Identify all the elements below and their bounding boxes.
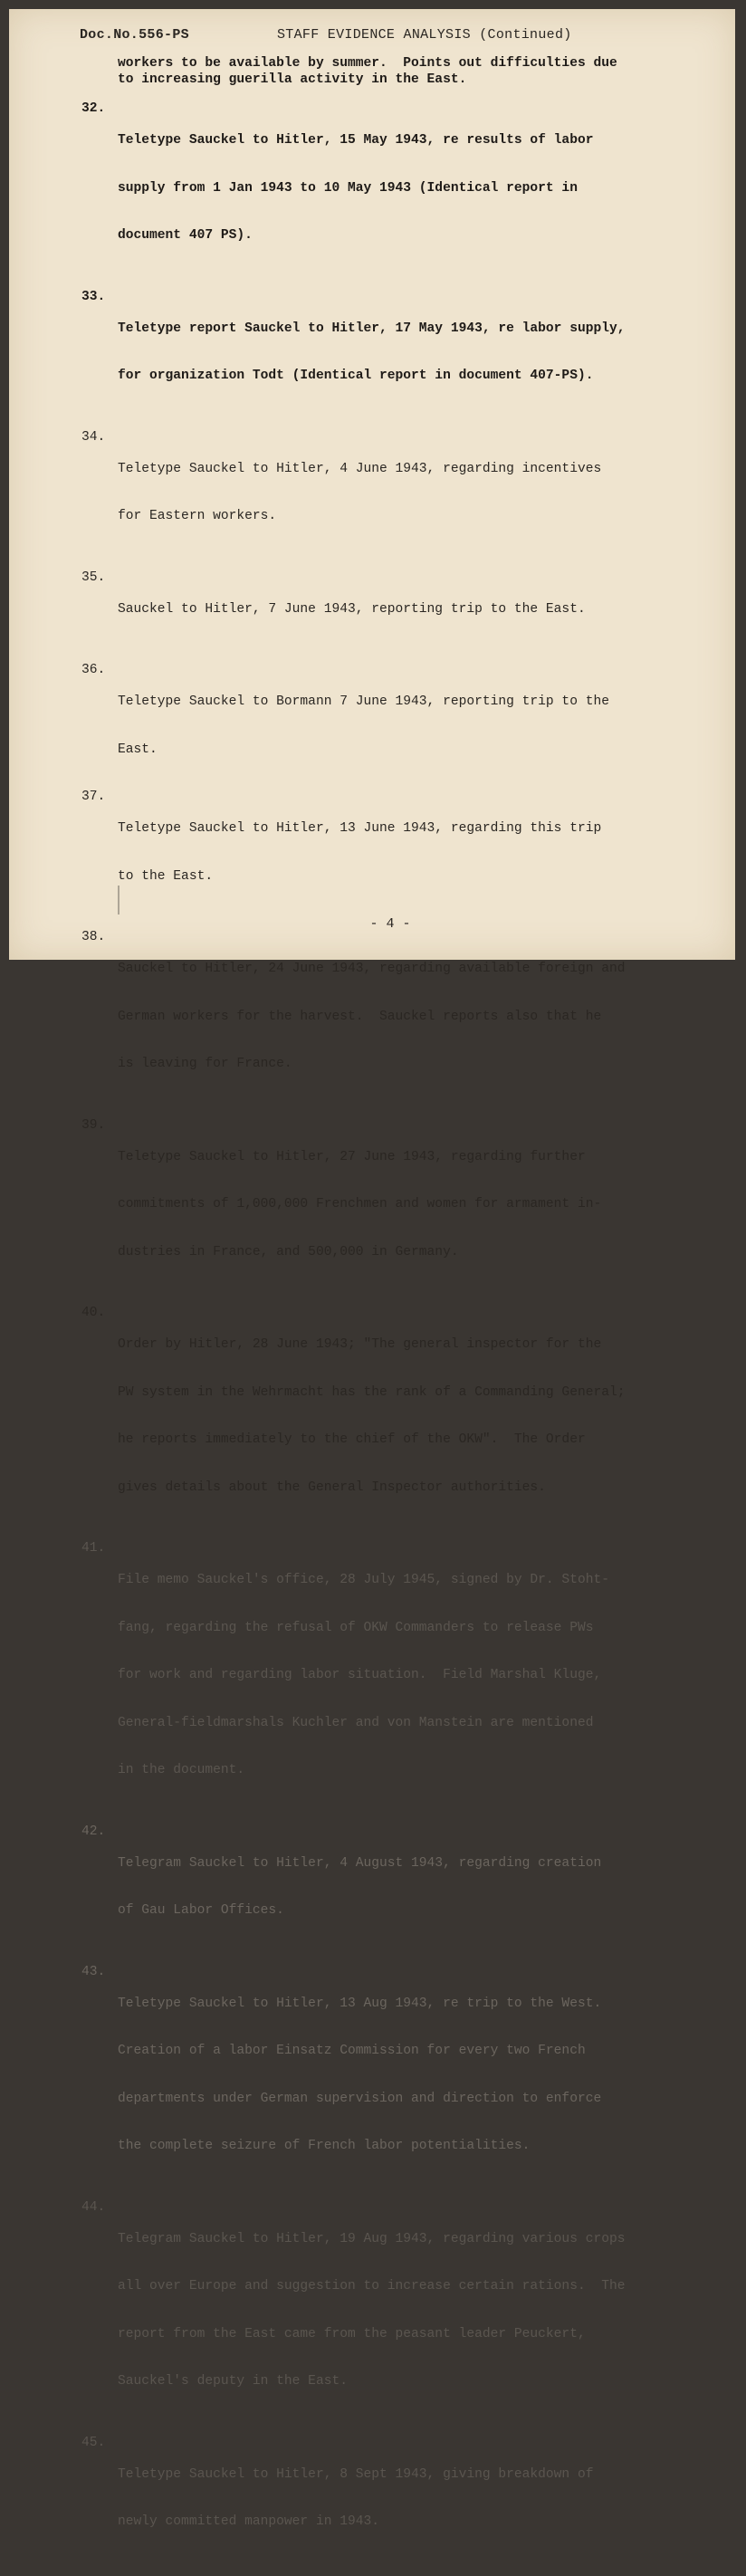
page-number: - 4 -	[369, 916, 411, 932]
item-line: for Eastern workers.	[118, 509, 277, 523]
item-number: 45.	[81, 2435, 106, 2450]
item-line: to the East.	[118, 868, 214, 884]
evidence-item-34	[81, 430, 706, 557]
evidence-item-35	[81, 570, 706, 650]
continuation-text	[118, 56, 706, 88]
evidence-item-38	[81, 930, 706, 1105]
item-text	[118, 2436, 593, 2562]
item-line: General-fieldmarshals Kuchler and von Manstein are mentioned	[118, 1715, 594, 1730]
item-text	[118, 101, 593, 276]
document-body	[81, 56, 706, 2576]
item-line: Teletype report Sauckel to Hitler, 17 May 1943, re labor supply,	[118, 321, 626, 336]
item-line: fang, regarding the refusal of OKW Commanders to release PWs	[118, 1620, 594, 1635]
item-number: 40.	[81, 1306, 106, 1320]
item-text	[118, 930, 626, 1105]
item-line: PW system in the Wehrmacht has the rank of a Commanding General;	[118, 1384, 626, 1400]
item-text	[118, 790, 601, 916]
item-line: Telegram Sauckel to Hitler, 4 August 1943, regarding creation	[118, 1855, 602, 1871]
item-line: departments under German supervision and direction to enforce	[118, 2091, 602, 2106]
evidence-item-37	[81, 790, 706, 916]
item-line: Order by Hitler, 28 June 1943; "The general inspector for the	[118, 1337, 602, 1352]
item-line: document 407 PS).	[118, 228, 253, 243]
page-header	[80, 27, 690, 47]
evidence-item-32	[81, 101, 706, 276]
item-text	[118, 430, 601, 557]
evidence-item-40	[81, 1306, 706, 1527]
item-line: of Gau Labor Offices.	[118, 1903, 284, 1918]
item-line: Teletype Sauckel to Hitler, 13 June 1943, regarding this trip	[118, 821, 602, 836]
item-line: in the document.	[118, 1763, 245, 1777]
item-number: 33.	[81, 289, 106, 304]
item-text	[118, 1118, 601, 1293]
item-text	[118, 290, 626, 417]
item-line: Telegram Sauckel to Hitler, 19 Aug 1943, regarding various crops	[118, 2231, 626, 2246]
item-number: 39.	[81, 1117, 106, 1133]
item-line: gives details about the General Inspector authorities.	[118, 1480, 546, 1495]
item-line: Teletype Sauckel to Hitler, 4 June 1943, regarding incentives	[118, 461, 602, 476]
item-text	[118, 1541, 609, 1811]
item-line: German workers for the harvest. Sauckel reports also that he	[118, 1009, 602, 1024]
item-number: 37.	[81, 790, 106, 804]
evidence-item-45	[81, 2436, 706, 2562]
item-line: he reports immediately to the chief of the OKW". The Order	[118, 1432, 586, 1447]
item-line: File memo Sauckel's office, 28 July 1945, signed by Dr. Stoht-	[118, 1573, 609, 1587]
evidence-item-39	[81, 1118, 706, 1293]
document-page	[9, 9, 735, 2529]
item-number: 38.	[81, 930, 106, 944]
item-line: all over Europe and suggestion to increase certain rations. The	[118, 2279, 626, 2294]
evidence-item-33	[81, 290, 706, 417]
item-line: report from the East came from the peasant leader Peuckert,	[118, 2326, 586, 2341]
item-line: newly committed manpower in 1943.	[118, 2514, 380, 2529]
item-line: Sauckel's deputy in the East.	[118, 2374, 348, 2389]
item-number: 43.	[81, 1964, 106, 1979]
evidence-item-42	[81, 1824, 706, 1951]
evidence-item-43	[81, 1965, 706, 2187]
item-line: Teletype Sauckel to Hitler, 13 Aug 1943, re trip to the West.	[118, 1996, 602, 2011]
item-text	[118, 1824, 601, 1951]
margin-mark	[118, 886, 120, 915]
item-line: Sauckel to Hitler, 7 June 1943, reporting trip to the East.	[118, 601, 586, 617]
item-line: dustries in France, and 500,000 in Germany.	[118, 1244, 459, 1259]
item-text	[118, 570, 586, 650]
item-line: for organization Todt (Identical report in document 407-PS).	[118, 369, 594, 383]
page-title: STAFF EVIDENCE ANALYSIS (Continued)	[277, 27, 572, 43]
item-line: Teletype Sauckel to Hitler, 8 Sept 1943, giving breakdown of	[118, 2466, 594, 2482]
item-number: 35.	[81, 570, 106, 585]
item-text	[118, 1306, 626, 1527]
item-line: Teletype Sauckel to Hitler, 15 May 1943, re results of labor	[118, 133, 594, 148]
item-number: 41.	[81, 1541, 106, 1556]
item-number: 42.	[81, 1824, 106, 1839]
item-number: 34.	[81, 429, 106, 445]
continuation-line: to increasing guerilla activity in the East.	[118, 72, 467, 87]
item-text	[118, 2200, 626, 2422]
item-text	[118, 1965, 601, 2187]
item-line: is leaving for France.	[118, 1057, 292, 1071]
item-line: Teletype Sauckel to Bormann 7 June 1943, reporting trip to the	[118, 694, 609, 709]
item-number: 36.	[81, 663, 106, 677]
item-text	[118, 663, 609, 790]
item-number: 32.	[81, 101, 106, 116]
item-line: Creation of a labor Einsatz Commission for every two French	[118, 2044, 586, 2058]
item-line: supply from 1 Jan 1943 to 10 May 1943 (Identical report in	[118, 180, 578, 196]
item-line: Sauckel to Hitler, 24 June 1943, regarding available foreign and	[118, 962, 626, 976]
continuation-line: workers to be available by summer. Points out difficulties due	[118, 56, 617, 71]
item-line: for work and regarding labor situation. Field Marshal Kluge,	[118, 1668, 602, 1682]
item-line: East.	[118, 742, 158, 757]
item-line: Teletype Sauckel to Hitler, 27 June 1943, regarding further	[118, 1149, 586, 1164]
evidence-item-41	[81, 1541, 706, 1811]
evidence-item-44	[81, 2200, 706, 2422]
item-number: 44.	[81, 2199, 106, 2215]
item-line: the complete seizure of French labor potentialities.	[118, 2139, 531, 2153]
item-line: commitments of 1,000,000 Frenchmen and women for armament in-	[118, 1197, 602, 1211]
evidence-item-36	[81, 663, 706, 790]
document-number: Doc.No.556-PS	[80, 27, 189, 43]
